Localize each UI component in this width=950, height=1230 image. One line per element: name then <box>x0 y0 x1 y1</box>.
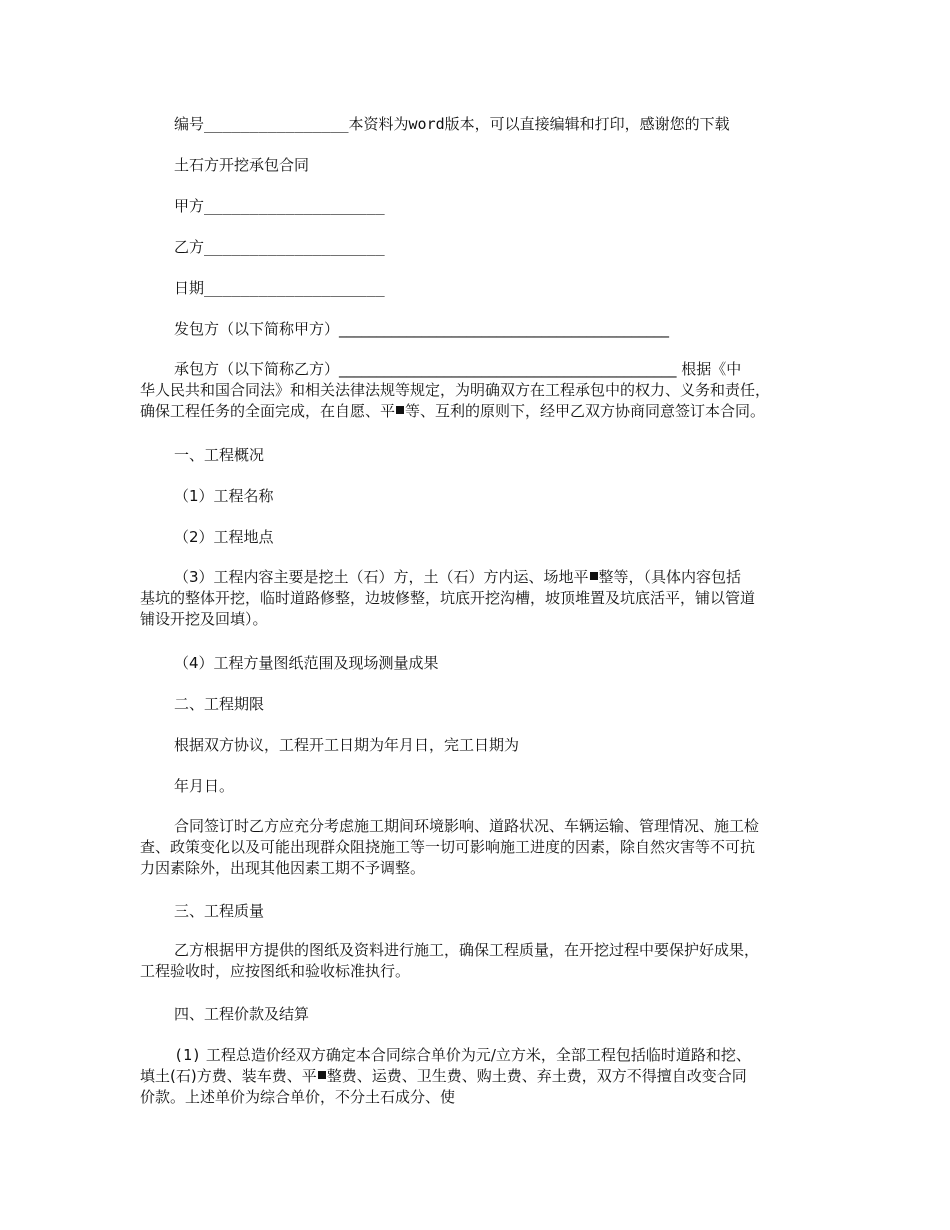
section3-paragraph <box>140 940 812 982</box>
section1-item2: （2）工程地点 <box>174 528 274 546</box>
item3-line-3: 铺设开挖及回填）。 <box>140 610 268 628</box>
party-b-label: 乙方 <box>174 238 205 256</box>
intro-line-2: 华人民共和国合同法》和相关法律法规等规定，为明确双方在工程承包中的权力、义务和责任， <box>140 381 771 399</box>
party-a-field <box>140 196 846 217</box>
square-glyph <box>396 406 404 414</box>
intro-paragraph <box>140 359 812 422</box>
intro-line-1: 承包方（以下简称乙方）_____________________________________________ 根据《中 <box>174 360 742 378</box>
intro-line-3: 确保工程任务的全面完成，在自愿、平 等、互利的原则下，经甲乙双方协商同意签订本合同。 <box>140 402 766 420</box>
section3-heading: 三、工程质量 <box>174 902 265 920</box>
para3-line-3: 力因素除外，出现其他因素工期不予调整。 <box>140 859 426 877</box>
section1-item4: （4）工程方量图纸范围及现场测量成果 <box>174 654 439 672</box>
date-label: 日期 <box>174 279 205 297</box>
section4-item1-line-1: (1) 工程总造价经双方确定本合同综合单价为元/立方米，全部工程包括临时道路和挖、 <box>174 1046 751 1064</box>
document-number-line <box>140 114 846 135</box>
section2-heading: 二、工程期限 <box>174 695 265 713</box>
date-blank: ____________________ <box>204 279 385 297</box>
number-blank: ________________ <box>204 115 349 133</box>
item3-line-2: 基坑的整体开挖，临时道路修整，边坡修整，坑底开挖沟槽，坡顶堆置及坑底活平，铺以管道 <box>140 589 756 607</box>
section2-para2: 年月日。 <box>174 777 235 795</box>
section4-item1 <box>140 1045 812 1108</box>
date-field <box>140 278 846 299</box>
section3-line-1: 乙方根据甲方提供的图纸及资料进行施工，确保工程质量，在开挖过程中要保护好成果， <box>174 941 760 959</box>
section2-para3 <box>140 816 812 879</box>
para3-line-2: 查、政策变化以及可能出现群众阻挠施工等一切可影响施工进度的因素，除自然灾害等不可抗 <box>140 838 756 856</box>
party-b-field <box>140 237 846 258</box>
contractor-line: 发包方（以下简称甲方）____________________________________________ <box>174 320 670 338</box>
section4-heading: 四、工程价款及结算 <box>174 1005 310 1023</box>
section1-item1: （1）工程名称 <box>174 487 274 505</box>
para3-line-1: 合同签订时乙方应充分考虑施工期间环境影响、道路状况、车辆运输、管理情况、施工检 <box>174 817 760 835</box>
item-number: (1) <box>174 1046 202 1064</box>
section1-item3 <box>140 567 812 630</box>
notice-pre: 本资料为 <box>348 115 409 133</box>
notice-post: 版本，可以直接编辑和打印，感谢您的下载 <box>444 115 730 133</box>
square-glyph <box>318 1071 326 1079</box>
notice-word: word <box>408 115 445 133</box>
party-b-blank: ____________________ <box>204 238 385 256</box>
party-a-label: 甲方 <box>174 197 205 215</box>
section4-item1-line-3: 价款。上述单价为综合单价，不分土石成分、使 <box>140 1088 456 1106</box>
contract-title: 土石方开挖承包合同 <box>174 156 310 174</box>
party-a-blank: ____________________ <box>204 197 385 215</box>
section1-heading: 一、工程概况 <box>174 446 265 464</box>
section3-line-2: 工程验收时，应按图纸和验收标准执行。 <box>140 962 411 980</box>
square-glyph <box>590 572 598 580</box>
number-label: 编号 <box>174 115 205 133</box>
section2-para1: 根据双方协议，工程开工日期为年月日，完工日期为 <box>174 736 520 754</box>
item3-line-1: （3）工程内容主要是挖土（石）方，土（石）方内运、场地平 整等，（具体内容包括 <box>174 568 742 586</box>
section4-item1-line-2: 填土(石)方费、装车费、平 整费、运费、卫生费、购土费、弃土费，双方不得擅自改变合同 <box>140 1067 747 1085</box>
